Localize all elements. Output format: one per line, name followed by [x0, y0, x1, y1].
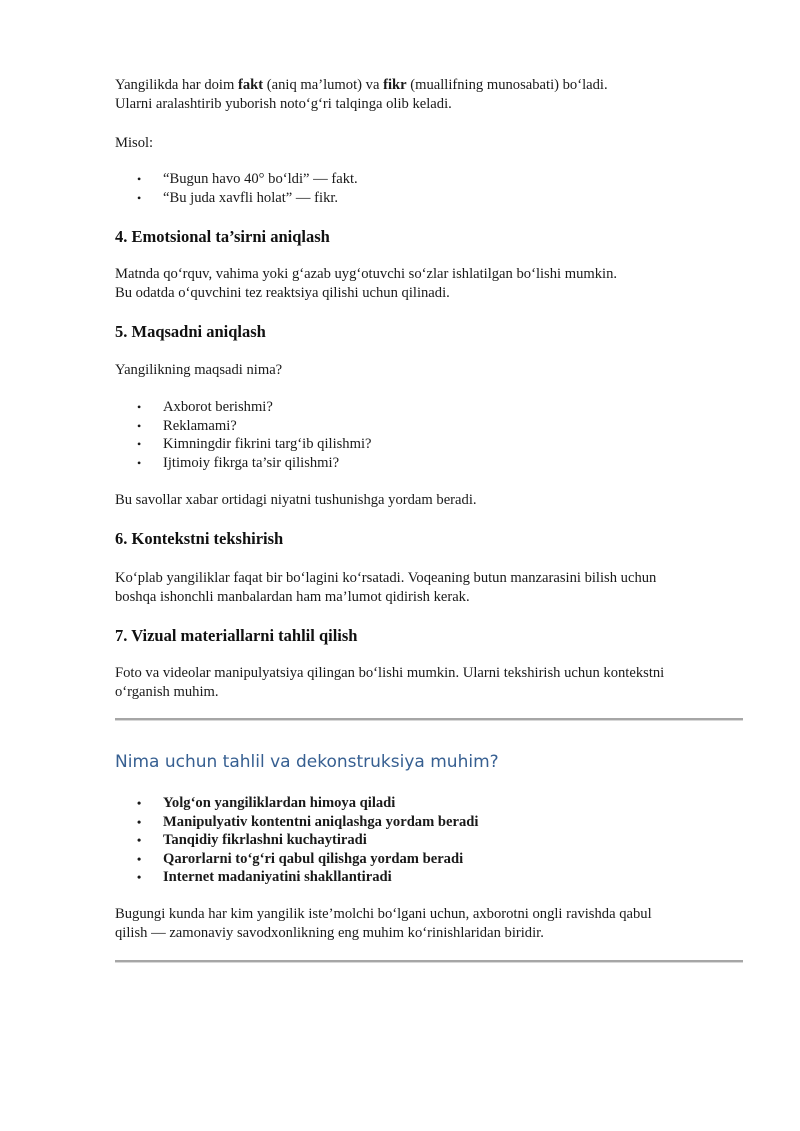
list-item: • Reklamami?: [137, 417, 237, 434]
list-item: • Kimningdir fikrini targ‘ib qilishmi?: [137, 436, 372, 452]
bullet-icon: •: [137, 814, 142, 829]
intro-line-1: Yangilikda har doim fakt (aniq ma’lumot) va fikr (muallifning munosabati) bo‘ladi.: [115, 77, 608, 93]
misol-list: [115, 170, 745, 207]
why-list: [115, 794, 745, 887]
list-item: • Ijtimoiy fikrga ta’sir qilishmi?: [137, 454, 340, 471]
list-item: • Axborot berishmi?: [137, 399, 273, 415]
misol-label: Misol:: [115, 135, 154, 151]
section-7-heading: 7. Vizual materiallarni tahlil qilish: [115, 626, 358, 645]
section-7-body: Foto va videolar manipulyatsiya qilingan bo‘lishi mumkin. Ularni tekshirish uchun kontekstni o‘rganish muhim.: [115, 665, 665, 700]
section-5-question: Yangilikning maqsadi nima?: [115, 362, 283, 378]
horizontal-divider: [115, 960, 743, 962]
section-4-heading: 4. Emotsional ta’sirni aniqlash: [115, 227, 330, 246]
bullet-icon: •: [137, 418, 142, 433]
bullet-icon: •: [137, 437, 142, 451]
bullet-icon: •: [137, 455, 142, 470]
bullet-icon: •: [137, 172, 142, 186]
term-fikr: fikr: [383, 77, 407, 93]
list-item: • Tanqidiy fikrlashni kuchaytiradi: [137, 832, 367, 848]
bullet-icon: •: [137, 870, 142, 884]
bullet-icon: •: [137, 851, 142, 866]
bullet-icon: •: [137, 190, 142, 205]
intro-paragraph: [115, 76, 745, 113]
why-heading: Nima uchun tahlil va dekonstruksiya muhim?: [115, 752, 499, 772]
list-item: • Yolg‘on yangiliklardan himoya qiladi: [137, 795, 396, 811]
section-6-body: Ko‘plab yangiliklar faqat bir bo‘lagini ko‘rsatadi. Voqeaning butun manzarasini bilish uchun boshqa ishonchli manbalardan ham ma’lumot qidirish kerak.: [115, 570, 657, 605]
section-4-body: Matnda qo‘rquv, vahima yoki g‘azab uyg‘otuvchi so‘zlar ishlatilgan bo‘lishi mumkin. Bu odatda o‘quvchini tez reaktsiya qilishi uchun qilinadi.: [115, 266, 618, 301]
horizontal-divider: [115, 718, 743, 720]
section-5-list: [115, 398, 745, 472]
bullet-icon: •: [137, 796, 142, 810]
why-conclusion: Bugungi kunda har kim yangilik iste’molchi bo‘lgani uchun, axborotni ongli ravishda qabul qilish — zamonaviy savodxonlikning eng muhim ko‘rinishlaridan biridir.: [115, 906, 652, 941]
list-item: • Manipulyativ kontentni aniqlashga yordam beradi: [137, 813, 479, 830]
intro-line-2: Ularni aralashtirib yuborish noto‘g‘ri talqinga olib keladi.: [115, 95, 452, 112]
term-fakt: fakt: [237, 77, 264, 93]
section-5-after: Bu savollar xabar ortidagi niyatni tushunishga yordam beradi.: [115, 492, 477, 508]
section-5-heading: 5. Maqsadni aniqlash: [115, 322, 266, 341]
list-item: • Internet madaniyatini shakllantiradi: [137, 869, 392, 885]
bullet-icon: •: [137, 400, 142, 414]
list-item: • “Bu juda xavfli holat” — fikr.: [137, 189, 339, 206]
bullet-icon: •: [137, 833, 142, 847]
list-item: • Qarorlarni to‘g‘ri qabul qilishga yordam beradi: [137, 850, 464, 867]
section-6-heading: 6. Kontekstni tekshirish: [115, 529, 284, 548]
list-item: • “Bugun havo 40° bo‘ldi” — fakt.: [137, 171, 358, 187]
